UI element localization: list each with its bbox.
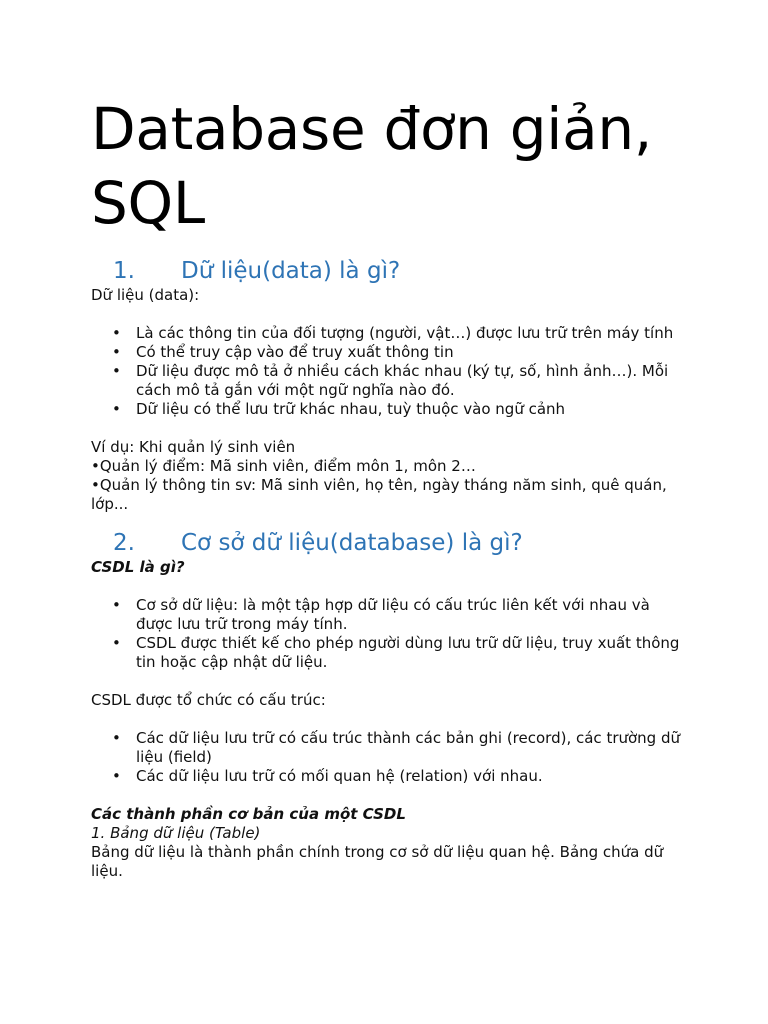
bullet-icon: •	[112, 596, 121, 614]
document-page	[91, 92, 691, 881]
bullet-icon: •	[112, 400, 121, 418]
section-1-bullet-list	[91, 324, 691, 419]
list-item: • CSDL được thiết kế cho phép người dùng lưu trữ dữ liệu, truy xuất thông tin hoặc cập nhật dữ liệu.	[112, 634, 680, 671]
section-2-bullet-list-b	[91, 729, 691, 786]
list-item: • Là các thông tin của đối tượng (người, vật…) được lưu trữ trên máy tính	[112, 324, 674, 342]
section-2-heading	[91, 528, 691, 558]
example-line: •Quản lý thông tin sv: Mã sinh viên, họ tên, ngày tháng năm sinh, quê quán, lớp...	[91, 476, 667, 513]
component-1-title: 1. Bảng dữ liệu (Table)	[91, 824, 261, 842]
structured-intro: CSDL được tổ chức có cấu trúc:	[91, 691, 326, 709]
section-1-heading	[91, 256, 691, 286]
bullet-icon: •	[112, 767, 121, 785]
section-2-number: 2.	[113, 530, 135, 556]
list-item: • Dữ liệu có thể lưu trữ khác nhau, tuỳ thuộc vào ngữ cảnh	[112, 400, 566, 418]
component-1-text: Bảng dữ liệu là thành phần chính trong cơ sở dữ liệu quan hệ. Bảng chứa dữ liệu.	[91, 843, 664, 880]
bullet-icon: •	[112, 729, 121, 747]
bullet-icon: •	[112, 362, 121, 380]
list-item: • Các dữ liệu lưu trữ có mối quan hệ (relation) với nhau.	[112, 767, 543, 785]
components-heading: Các thành phần cơ bản của một CSDL	[91, 805, 406, 823]
bullet-icon: •	[112, 324, 121, 342]
section-2-subheading: CSDL là gì?	[91, 558, 185, 576]
bullet-icon: •	[112, 343, 121, 361]
example-line: •Quản lý điểm: Mã sinh viên, điểm môn 1, môn 2…	[91, 457, 476, 475]
document-title: Database đơn giản, SQL	[91, 95, 652, 237]
example-line: Ví dụ: Khi quản lý sinh viên	[91, 438, 296, 456]
section-1-intro: Dữ liệu (data):	[91, 286, 200, 304]
section-1-title: Dữ liệu(data) là gì?	[181, 258, 401, 284]
list-item: • Cơ sở dữ liệu: là một tập hợp dữ liệu có cấu trúc liên kết với nhau và được lưu trữ trong máy tính.	[112, 596, 650, 633]
list-item: • Các dữ liệu lưu trữ có cấu trúc thành các bản ghi (record), các trường dữ liệu (field)	[112, 729, 680, 766]
list-item: • Có thể truy cập vào để truy xuất thông tin	[112, 343, 454, 361]
section-2-bullet-list-a	[91, 596, 691, 672]
section-2-title: Cơ sở dữ liệu(database) là gì?	[181, 530, 523, 556]
list-item: • Dữ liệu được mô tả ở nhiều cách khác nhau (ký tự, số, hình ảnh…). Mỗi cách mô tả gắn với một ngữ nghĩa nào đó.	[112, 362, 669, 399]
section-1-number: 1.	[113, 258, 135, 284]
bullet-icon: •	[112, 634, 121, 652]
